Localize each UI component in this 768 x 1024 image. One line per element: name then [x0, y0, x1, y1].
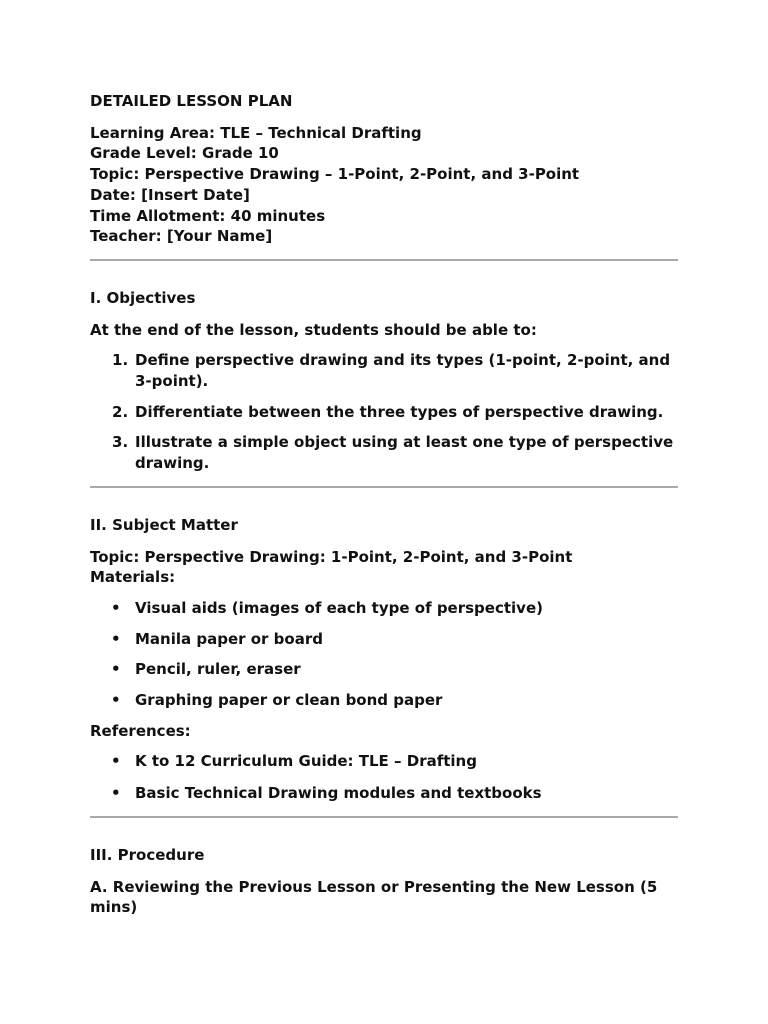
- materials-label: Materials:: [90, 568, 176, 587]
- learning-area: Learning Area: TLE – Technical Drafting: [90, 123, 422, 142]
- document-title: DETAILED LESSON PLAN: [90, 92, 293, 110]
- references-list: [90, 751, 678, 803]
- objectives-heading: I. Objectives: [90, 288, 196, 307]
- grade-level: Grade Level: Grade 10: [90, 144, 279, 163]
- date-line: Date: [Insert Date]: [90, 185, 250, 204]
- objective-item: Define perspective drawing and its types (1-point, 2-point, and 3-point).: [135, 351, 671, 391]
- objectives-intro: At the end of the lesson, students should be able to:: [90, 320, 537, 339]
- subject-matter-section: [90, 515, 678, 804]
- divider: [90, 486, 678, 488]
- divider: [90, 259, 678, 261]
- objective-item: Illustrate a simple object using at least one type of perspective drawing.: [135, 433, 674, 473]
- procedure-section: [90, 845, 678, 918]
- materials-list: [90, 598, 678, 711]
- material-item: • Graphing paper or clean bond paper: [135, 690, 678, 711]
- divider: [90, 816, 678, 818]
- reference-item: • K to 12 Curriculum Guide: TLE – Drafting: [135, 751, 678, 772]
- topic-line: Topic: Perspective Drawing – 1-Point, 2-Point, and 3-Point: [90, 165, 580, 184]
- time-allotment: Time Allotment: 40 minutes: [90, 206, 326, 225]
- objectives-section: [90, 288, 678, 474]
- teacher-line: Teacher: [Your Name]: [90, 227, 273, 246]
- reference-item: • Basic Technical Drawing modules and textbooks: [135, 783, 678, 804]
- objectives-list: [90, 350, 678, 474]
- procedure-heading: III. Procedure: [90, 845, 205, 864]
- material-item: • Manila paper or board: [135, 629, 678, 650]
- document-page: [90, 91, 678, 918]
- subject-matter-heading: II. Subject Matter: [90, 515, 238, 534]
- references-label: References:: [90, 721, 191, 740]
- objective-item: Differentiate between the three types of perspective drawing.: [135, 402, 664, 421]
- procedure-subheading: A. Reviewing the Previous Lesson or Presenting the New Lesson (5 mins): [90, 877, 658, 917]
- subject-topic: Topic: Perspective Drawing: 1-Point, 2-Point, and 3-Point: [90, 547, 573, 566]
- material-item: • Pencil, ruler, eraser: [135, 659, 678, 680]
- header-info: [90, 123, 678, 247]
- material-item: • Visual aids (images of each type of perspective): [135, 598, 678, 619]
